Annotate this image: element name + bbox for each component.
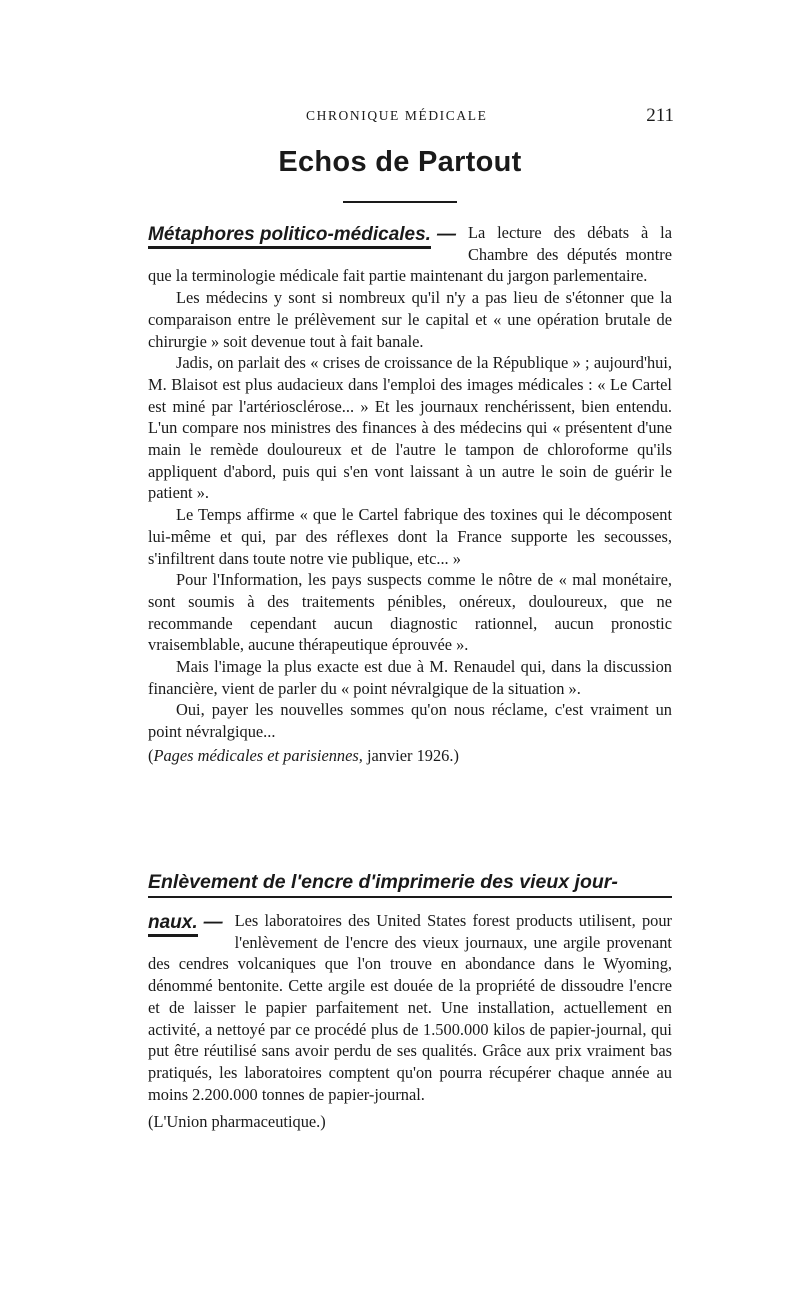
article1-paragraph-3: Jadis, on parlait des « crises de croissance de la République » ; aujourd'hui, M. Blaisot est plus audacieux dans l'emploi des images médicales : « Le Cartel est miné par l'artériosclérose... » Et les journaux renchérissent, bien entendu. L'un compare nos ministres des finances à des médecins qui « présentent d'une main le remède douloureux et de l'autre le tampon de chloroforme qu'ils appliquent d'abord, puis qui s'en vont laissant à un autre le soin de guérir le patient ».: [148, 353, 672, 503]
running-title: CHRONIQUE MÉDICALE: [306, 108, 488, 123]
article1-paragraph-5: Pour l'Information, les pays suspects comme le nôtre de « mal monétaire, sont soumis à des traitements pénibles, onéreux, douloureux, que ne recommande cependant aucun diagnostic rationnel, aucun pronostic vraisemblable, aucune thérapeutique éprouvée ».: [148, 570, 672, 655]
article2-heading: Enlèvement de l'encre d'imprimerie des vieux jour-: [148, 871, 618, 893]
article1-heading-text: Métaphores politico-médicales.: [148, 224, 431, 249]
article2-heading-cont: [148, 912, 235, 934]
running-head: [158, 105, 676, 130]
article1-source-title: Pages médicales et parisiennes,: [153, 745, 363, 765]
article2-heading-line2: naux.: [148, 912, 198, 937]
article1-paragraph-6: Mais l'image la plus exacte est due à M. Renaudel qui, dans la discussion financière, vient de parler du « point névralgique de la situation ».: [148, 657, 672, 698]
article2-paragraph: [148, 910, 672, 1105]
page-number: 211: [646, 105, 674, 126]
title-underline: [343, 201, 457, 203]
article-metaphores: [148, 222, 672, 767]
article1-paragraph-1: La lecture des débats à la Chambre des députés montre que la terminologie médicale fait partie maintenant du jargon parlementaire.: [148, 223, 672, 286]
article2-body: Les laboratoires des United States forest products utilisent, pour l'enlèvement de l'encre des vieux journaux, une argile provenant des cendres volcaniques que l'on trouve en abondance dans le Wyoming, dénommé bentonite. Cette argile est douée de la propriété de dissoudre l'encre et de laisser le papier parfaitement net. Une installation, actuellement en activité, a nettoyé par ce procédé plus de 1.500.000 kilos de papier-journal, qui put être réutilisé sans avoir perdu de ses qualités. Grâce aux prix vraiment bas pratiqués, les laboratoires comptent qu'on pourra récupérer chaque année au moins 2.200.000 tonnes de papier-journal.: [148, 911, 672, 1104]
article2-heading-dash: —: [203, 912, 223, 933]
article1-heading: [148, 224, 468, 246]
article2-heading-rule: [148, 896, 672, 898]
article1-paragraph-2: Les médecins y sont si nombreux qu'il n'y a pas lieu de s'étonner que la comparaison entre le prélèvement sur le capital et « une opération brutale de chirurgie » soit devenue tout à fait banale.: [148, 288, 672, 351]
article-encre: [148, 870, 672, 1133]
article1-source: [148, 745, 672, 767]
article1-paragraph-4: Le Temps affirme « que le Cartel fabrique des toxines qui le décomposent lui-même et qui, par des réflexes dont la France supporte les secousses, s'infiltrent dans toute notre vie publique, etc... »: [148, 505, 672, 568]
article1-paragraph-7: Oui, payer les nouvelles sommes qu'on nous réclame, c'est vraiment un point névralgique...: [148, 700, 672, 742]
article1-source-open: (: [148, 745, 154, 765]
article2-source: (L'Union pharmaceutique.): [148, 1112, 326, 1132]
article1-source-date: janvier 1926.): [366, 745, 459, 765]
article1-heading-dash: —: [436, 224, 456, 245]
article1-lead-paragraph: [148, 222, 672, 287]
section-title: Echos de Partout: [278, 146, 522, 178]
